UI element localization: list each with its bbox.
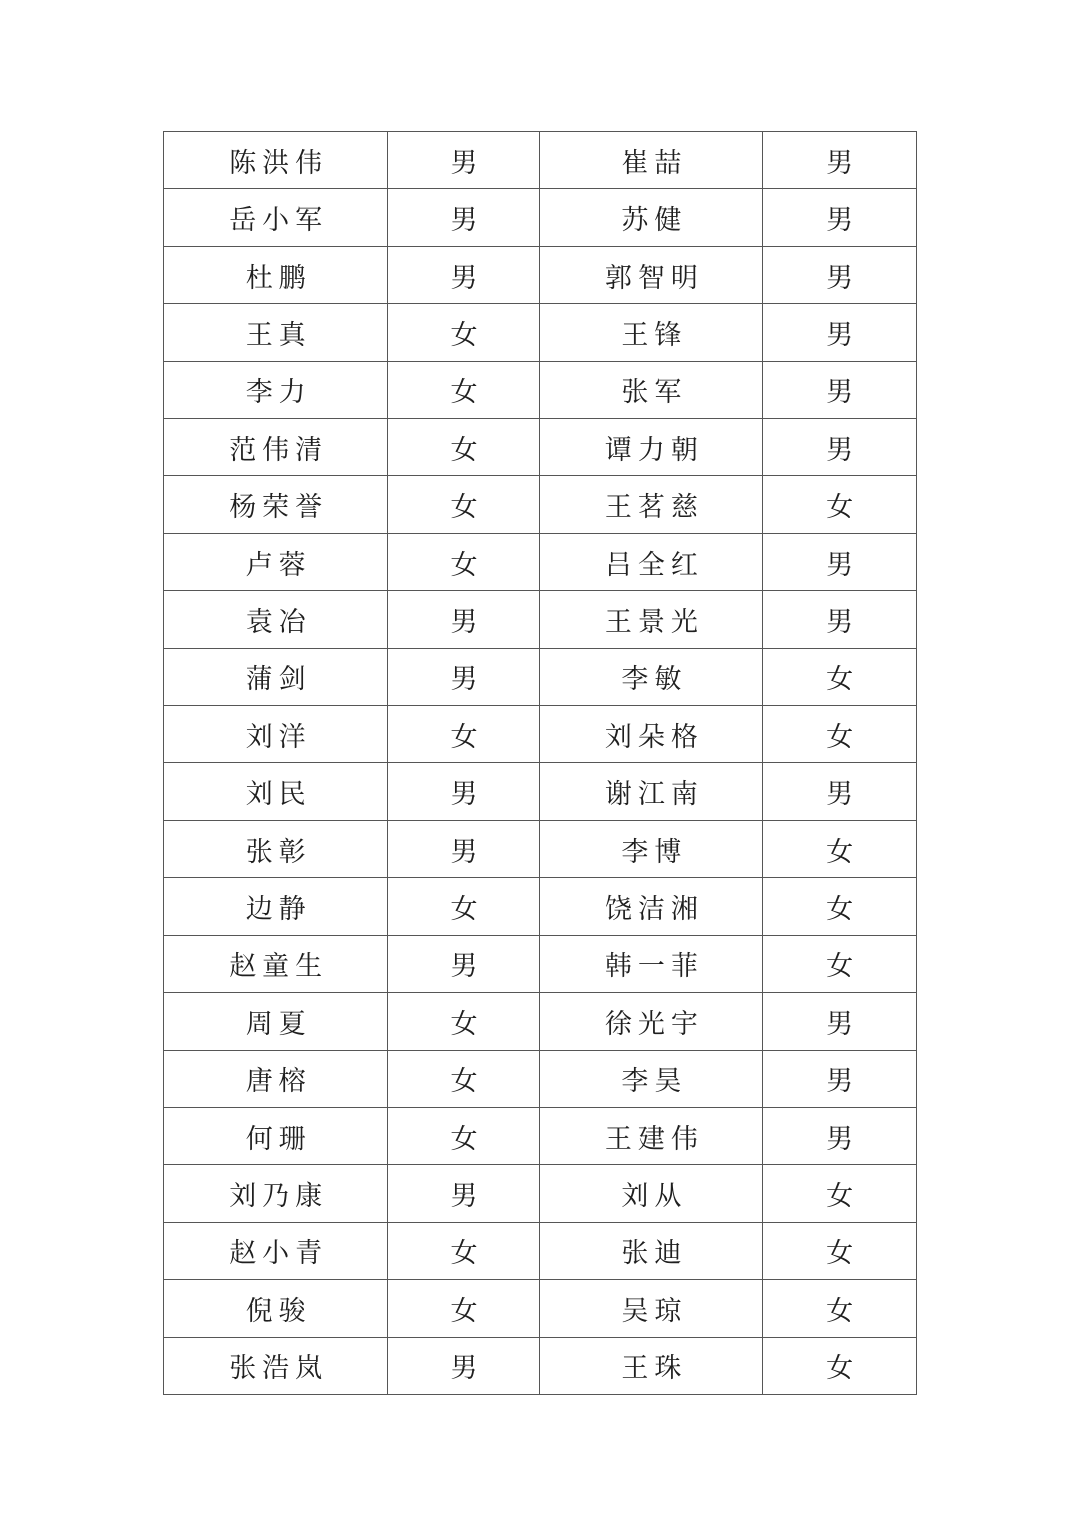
gender-cell: 男 bbox=[763, 1107, 917, 1164]
table-row bbox=[164, 591, 917, 648]
person-name-cell: 李博 bbox=[540, 820, 763, 877]
gender-cell: 女 bbox=[388, 1050, 540, 1107]
gender-cell: 女 bbox=[388, 1222, 540, 1279]
person-name-cell: 王景光 bbox=[540, 591, 763, 648]
person-name-cell: 张浩岚 bbox=[164, 1337, 388, 1394]
gender-cell: 女 bbox=[763, 1280, 917, 1337]
gender-cell: 女 bbox=[763, 476, 917, 533]
person-name-cell: 范伟清 bbox=[164, 419, 388, 476]
person-name-cell: 杨荣誉 bbox=[164, 476, 388, 533]
gender-cell: 女 bbox=[763, 878, 917, 935]
gender-cell: 女 bbox=[388, 878, 540, 935]
table-row bbox=[164, 1107, 917, 1164]
person-name-cell: 杜鹏 bbox=[164, 246, 388, 303]
person-name-cell: 边静 bbox=[164, 878, 388, 935]
person-name-cell: 饶洁湘 bbox=[540, 878, 763, 935]
person-name-cell: 张迪 bbox=[540, 1222, 763, 1279]
gender-cell: 男 bbox=[388, 763, 540, 820]
gender-cell: 女 bbox=[763, 1165, 917, 1222]
gender-cell: 男 bbox=[763, 763, 917, 820]
gender-cell: 男 bbox=[388, 591, 540, 648]
gender-cell: 男 bbox=[763, 1050, 917, 1107]
person-name-cell: 吴琼 bbox=[540, 1280, 763, 1337]
person-name-cell: 刘从 bbox=[540, 1165, 763, 1222]
table-row bbox=[164, 1280, 917, 1337]
gender-cell: 男 bbox=[763, 419, 917, 476]
person-name-cell: 谢江南 bbox=[540, 763, 763, 820]
gender-cell: 男 bbox=[763, 246, 917, 303]
person-name-cell: 陈洪伟 bbox=[164, 132, 388, 189]
person-name-cell: 王锋 bbox=[540, 304, 763, 361]
table-row bbox=[164, 820, 917, 877]
person-name-cell: 王珠 bbox=[540, 1337, 763, 1394]
table-row bbox=[164, 476, 917, 533]
gender-cell: 男 bbox=[388, 189, 540, 246]
table-row bbox=[164, 361, 917, 418]
person-name-cell: 赵童生 bbox=[164, 935, 388, 992]
table-row bbox=[164, 132, 917, 189]
person-name-cell: 赵小青 bbox=[164, 1222, 388, 1279]
gender-cell: 女 bbox=[388, 361, 540, 418]
gender-cell: 男 bbox=[763, 304, 917, 361]
table-row bbox=[164, 935, 917, 992]
gender-cell: 男 bbox=[388, 820, 540, 877]
table-row bbox=[164, 533, 917, 590]
person-name-cell: 卢蓉 bbox=[164, 533, 388, 590]
gender-cell: 女 bbox=[388, 419, 540, 476]
table-row bbox=[164, 878, 917, 935]
person-name-cell: 崔喆 bbox=[540, 132, 763, 189]
person-name-cell: 张彰 bbox=[164, 820, 388, 877]
gender-cell: 女 bbox=[388, 1280, 540, 1337]
gender-cell: 男 bbox=[763, 132, 917, 189]
person-name-cell: 周夏 bbox=[164, 993, 388, 1050]
person-name-cell: 何珊 bbox=[164, 1107, 388, 1164]
person-name-cell: 徐光宇 bbox=[540, 993, 763, 1050]
table-row bbox=[164, 419, 917, 476]
person-name-cell: 郭智明 bbox=[540, 246, 763, 303]
table-row bbox=[164, 304, 917, 361]
person-name-cell: 刘洋 bbox=[164, 706, 388, 763]
table-row bbox=[164, 706, 917, 763]
roster-table bbox=[163, 131, 917, 1395]
table-row bbox=[164, 246, 917, 303]
person-name-cell: 蒲剑 bbox=[164, 648, 388, 705]
table-row bbox=[164, 1050, 917, 1107]
gender-cell: 女 bbox=[388, 706, 540, 763]
person-name-cell: 王建伟 bbox=[540, 1107, 763, 1164]
person-name-cell: 刘乃康 bbox=[164, 1165, 388, 1222]
gender-cell: 男 bbox=[763, 361, 917, 418]
gender-cell: 男 bbox=[763, 591, 917, 648]
person-name-cell: 袁冶 bbox=[164, 591, 388, 648]
gender-cell: 男 bbox=[388, 1165, 540, 1222]
gender-cell: 女 bbox=[763, 1222, 917, 1279]
person-name-cell: 岳小军 bbox=[164, 189, 388, 246]
gender-cell: 女 bbox=[763, 648, 917, 705]
gender-cell: 男 bbox=[763, 533, 917, 590]
person-name-cell: 苏健 bbox=[540, 189, 763, 246]
gender-cell: 女 bbox=[388, 1107, 540, 1164]
gender-cell: 女 bbox=[388, 533, 540, 590]
roster-table-body bbox=[164, 132, 917, 1395]
person-name-cell: 刘朵格 bbox=[540, 706, 763, 763]
gender-cell: 女 bbox=[388, 304, 540, 361]
person-name-cell: 倪骏 bbox=[164, 1280, 388, 1337]
gender-cell: 女 bbox=[763, 1337, 917, 1394]
table-row bbox=[164, 993, 917, 1050]
person-name-cell: 李力 bbox=[164, 361, 388, 418]
gender-cell: 女 bbox=[763, 820, 917, 877]
gender-cell: 男 bbox=[388, 132, 540, 189]
gender-cell: 女 bbox=[763, 935, 917, 992]
table-row bbox=[164, 1165, 917, 1222]
gender-cell: 男 bbox=[763, 189, 917, 246]
gender-cell: 男 bbox=[388, 246, 540, 303]
gender-cell: 男 bbox=[388, 1337, 540, 1394]
gender-cell: 男 bbox=[388, 935, 540, 992]
gender-cell: 女 bbox=[388, 476, 540, 533]
table-row bbox=[164, 763, 917, 820]
person-name-cell: 唐榕 bbox=[164, 1050, 388, 1107]
table-row bbox=[164, 189, 917, 246]
gender-cell: 男 bbox=[763, 993, 917, 1050]
table-row bbox=[164, 648, 917, 705]
table-row bbox=[164, 1337, 917, 1394]
table-row bbox=[164, 1222, 917, 1279]
person-name-cell: 张军 bbox=[540, 361, 763, 418]
person-name-cell: 谭力朝 bbox=[540, 419, 763, 476]
person-name-cell: 刘民 bbox=[164, 763, 388, 820]
person-name-cell: 李敏 bbox=[540, 648, 763, 705]
gender-cell: 女 bbox=[763, 706, 917, 763]
person-name-cell: 韩一菲 bbox=[540, 935, 763, 992]
person-name-cell: 王茗慈 bbox=[540, 476, 763, 533]
gender-cell: 女 bbox=[388, 993, 540, 1050]
person-name-cell: 李昊 bbox=[540, 1050, 763, 1107]
person-name-cell: 吕全红 bbox=[540, 533, 763, 590]
gender-cell: 男 bbox=[388, 648, 540, 705]
person-name-cell: 王真 bbox=[164, 304, 388, 361]
